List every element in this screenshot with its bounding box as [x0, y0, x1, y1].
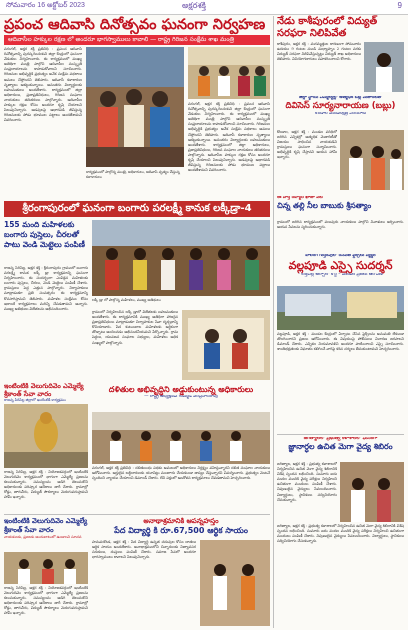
center-bottom-body: హనుమకొండ, అక్షర శక్తి : పేద విద్యార్థి ఉన్నత చదువుల కోసం దాతలు ఆర్థిక సాయం అందజేశారు. అనాథాశ్రమంలోని చిన్నారులకు నిత్యావసర సరుకులు, దుస్తులు పంపిణీ చేశారు. సమాజ సేవలో అందరూ భాగస్వాములు కావాలని పిలుపునిచ్చారు. [92, 540, 196, 560]
strip-headline: ఇంటింటికి వెలుగుదివెం ఎమ్మెల్యే శ్రీకాంత్ సేవా వారం [4, 382, 84, 398]
strip-block [4, 382, 88, 403]
center-caption: లక్కీ డ్రా లో పాల్గొన్న మహిళలు, ముఖ్య అతిథులు [92, 298, 161, 302]
bottom-left-photo [4, 552, 88, 584]
lead-caption: కార్యక్రమంలో పాల్గొన్న మంత్రి, అధికారులు, ఆదివాసీ నృత్యం చేస్తున్న కళాకారులు [86, 170, 180, 179]
right-mid2-headline: చిన్న తల్లి నీల బాబుకు శ్రీసత్యాం [277, 200, 372, 210]
right-top-block [277, 16, 404, 40]
story-left-body: రాజన్న సిరిసిల్ల, అక్షర శక్తి : శ్రీరంగాపురం గ్రామంలో బంగారు వరలక్ష్మి కానుక లక్కీ డ్రా కార్యక్రమాన్ని ఘనంగా నిర్వహించారు. ఈ సందర్భంగా ఎంపికైన మహిళలకు బంగారు పుస్తెలు, చీరలు, వెండి మెట్టెలు పంపిణీ చేశారు. గ్రామస్తులు పెద్ద ఎత్తున పాల్గొన్నారు. నిర్వాహకులు మాట్లాడుతూ ప్రతి సంవత్సరం ఈ కార్యక్రమాన్ని కొనసాగిస్తామని తెలిపారు. మహిళల సంక్షేమం కోసం ఇలాంటి కార్యక్రమాలు మరిన్ని చేపడతామని అన్నారు. ముఖ్య అతిథులు విజేతలను అభినందించారు. [4, 266, 88, 311]
statue-photo [4, 404, 88, 468]
column-rule [273, 16, 274, 628]
center-bottom-headline: అనాథాశ్రమానికి ఆపన్నహస్తం [143, 517, 219, 525]
right-mid-headline: దివిసెస్ సూర్యనారాయణ (బబ్లు) [285, 100, 396, 111]
lead-strap: ఆదివాసీల హక్కుల రక్షణ లో అందరూ భాగస్వాములు కావాలి — రాష్ట్ర గిరిజన సంక్షేమ శాఖ మంత్రి [4, 35, 270, 45]
center-mid-photo [92, 412, 270, 464]
lead-body: వరంగల్, అక్షర శక్తి ప్రతినిధి : ప్రపంచ ఆదివాసి దినోత్సవాన్ని పురస్కరించుకుని జిల్లా కేంద్రంలో ఘనంగా వేడుకలు నిర్వహించారు. ఈ కార్యక్రమంలో ముఖ్య అతిథిగా మంత్రి పాల్గొని ఆదివాసీల సంస్కృతి సంప్రదాయాలను కాపాడుకోవాలని సూచించారు. గిరిజనుల అభివృద్ధికి ప్రభుత్వం అనేక సంక్షేమ పథకాలు అమలు చేస్తోందని తెలిపారు. ఆదివాసీ కళాకారుల నృత్యాలు ఆకట్టుకున్నాయి. అనంతరం విద్యార్థులకు బహుమతులు అందజేశారు. కార్యక్రమంలో జిల్లా అధికారులు, ప్రజాప్రతినిధులు, గిరిజన సంఘాల నాయకులు తదితరులు పాల్గొన్నారు. ఆదివాసీల హక్కుల రక్షణ కోసం అందరూ కృషి చేయాలని పిలుపునిచ్చారు. అడవులపై ఆధారపడి జీవిస్తున్న గిరిజనులకు పోడు భూముల పట్టాలు అందజేశామని వివరించారు. [4, 47, 82, 123]
right-big-photo [277, 286, 404, 330]
center-mid-headline: దళితుల అభివృద్ధిని అడ్డుకుంటున్న అధికారులు [108, 385, 254, 394]
right-bottom-photo [340, 462, 404, 522]
right-top-body: కాశీపురం, అక్షర శక్తి : మరమ్మత్తుల కారణంగా సోమవారం ఉదయం 9 గంటల నుండి మధ్యాహ్నం 2 గంటల వరకు విద్యుత్ సరఫరా నిలిపివేస్తున్నట్లు విద్యుత్ శాఖ అధికారులు తెలిపారు. వినియోగదారులు సహకరించాలని కోరారు. [277, 42, 361, 62]
strip-body: రాజన్న సిరిసిల్ల, అక్షర శక్తి : నియోజకవర్గంలో ఇంటింటికి వెలుగుదివెం కార్యక్రమంలో భాగంగా ఎమ్మెల్యే ప్రజలను కలుసుకున్నారు. సమస్యలను అడిగి తెలుసుకొని అధికారులకు పరిష్కార ఆదేశాలు జారీ చేశారు. గ్రామాల్లో రోడ్లు, తాగునీరు, విద్యుత్ సౌకర్యాలు మెరుగుపరుస్తామని హామీ ఇచ్చారు. [4, 470, 88, 500]
lead-photo-2 [188, 47, 270, 99]
lead-headline: ప్రపంచ ఆదివాసి దినోత్సవం ఘనంగా నిర్వహణ [4, 17, 266, 33]
lead-story [4, 16, 270, 45]
paper-name: అక్షరశక్తి [182, 1, 206, 10]
page-number: 9 [397, 1, 402, 10]
bottom-left-body: రాజన్న సిరిసిల్ల, అక్షర శక్తి : నియోజకవర్గంలో ఇంటింటికి వెలుగుదివెం కార్యక్రమంలో భాగంగా ఎమ్మెల్యే ప్రజలను కలుసుకున్నారు. సమస్యలను అడిగి తెలుసుకొని అధికారులకు పరిష్కార ఆదేశాలు జారీ చేశారు. గ్రామాల్లో రోడ్లు, తాగునీరు, విద్యుత్ సౌకర్యాలు మెరుగుపరుస్తామని హామీ ఇచ్చారు. [4, 586, 88, 616]
right-mid-photo [340, 130, 404, 190]
right-mid-sub: కొండాల మండలిక్షేత్ర ఏరియాకు [314, 111, 367, 116]
center-photo [92, 220, 270, 296]
right-top-headline: నేడు కాశీపురంలో విద్యుత్ సరఫరా నిలిపివేత [277, 16, 378, 39]
story-left-headline: 155 మంది మహిళలకు బంగారు పుస్తెలు, చీరలతో పాటు వెండి మెట్టెలు పంపిణీ [4, 220, 85, 249]
lead-body-2: వరంగల్, అక్షర శక్తి ప్రతినిధి : ప్రపంచ ఆదివాసి దినోత్సవాన్ని పురస్కరించుకుని జిల్లా కేంద్రంలో ఘనంగా వేడుకలు నిర్వహించారు. ఈ కార్యక్రమంలో ముఖ్య అతిథిగా మంత్రి పాల్గొని ఆదివాసీల సంస్కృతి సంప్రదాయాలను కాపాడుకోవాలని సూచించారు. గిరిజనుల అభివృద్ధికి ప్రభుత్వం అనేక సంక్షేమ పథకాలు అమలు చేస్తోందని తెలిపారు. ఆదివాసీ కళాకారుల నృత్యాలు ఆకట్టుకున్నాయి. అనంతరం విద్యార్థులకు బహుమతులు అందజేశారు. కార్యక్రమంలో జిల్లా అధికారులు, ప్రజాప్రతినిధులు, గిరిజన సంఘాల నాయకులు తదితరులు పాల్గొన్నారు. ఆదివాసీల హక్కుల రక్షణ కోసం అందరూ కృషి చేయాలని పిలుపునిచ్చారు. అడవులపై ఆధారపడి జీవిస్తున్న గిరిజనులకు పోడు భూముల పట్టాలు అందజేశామని వివరించారు. [188, 102, 270, 173]
right-bottom-body: జగిత్యాల, అక్షర శక్తి : ప్రభుత్వ కళాశాలలో నిర్వహించిన ఉచిత మెగా వైద్య శిబిరానికి విశేష స్పందన లభించింది. సుమారు ఐదు వందల మందికి వైద్య పరీక్షలు నిర్వహించి ఉచితంగా మందులు పంపిణీ చేశారు. నిపుణులైన వైద్యులు సేవలందించారు. విద్యార్థులు, స్థానికులు సద్వినియోగం చేసుకున్నారు. [277, 462, 337, 502]
center-bottom-photo [200, 540, 270, 626]
right-mid2-body: గ్రామంలో జరిగిన కార్యక్రమంలో పలువురు నాయకులు పాల్గొని నివాళులు అర్పించారు. ఆయన సేవలను స్మరించుకున్నారు. [277, 220, 404, 230]
strip-sub: రాజన్న సిరిసిల్ల జిల్లాలో ఇంటింటికి కార్యక్రమం [4, 398, 66, 402]
banner-headline: శ్రీరంగాపురంలో ఘనంగా బంగారు పరలక్ష్మీ కానుక లక్కీడ్రా-4 [4, 201, 270, 217]
right-big-block [277, 254, 404, 277]
right-bottom-body-2: జగిత్యాల, అక్షర శక్తి : ప్రభుత్వ కళాశాలలో నిర్వహించిన ఉచిత మెగా వైద్య శిబిరానికి విశేష స్పందన లభించింది. సుమారు ఐదు వందల మందికి వైద్య పరీక్షలు నిర్వహించి ఉచితంగా మందులు పంపిణీ చేశారు. నిపుణులైన వైద్యులు సేవలందించారు. విద్యార్థులు, స్థానికులు సద్వినియోగం చేసుకున్నారు. [277, 524, 404, 544]
bottom-left-sub: నాయకులకు, ప్రజలకు అందుబాటులో ఉండాలని సూచన [4, 535, 82, 539]
right-bottom-headline: జ్ఞానార్ధల ఉచిత మెగా వైద్య శిబిరం [288, 441, 393, 451]
right-mid2-kicker: ఈ వార్త రిపోర్టర్ ఖాజా పేట [277, 196, 323, 200]
page-header [0, 0, 408, 15]
issue-date: సోమవారం 16 అక్టోబర్ 2023 [6, 2, 85, 9]
lead-photo-1 [86, 47, 184, 167]
right-big-kicker: పోలింగ్ గుర్తింపులో రసవత్ ఫ్లెక్సీలు వ్యర్థం [305, 254, 376, 258]
right-big-body: వల్లపూడి, అక్షర శక్తి : మండల కేంద్రంలో ఏర్పాటు చేసిన ఫ్లెక్సీలను అనుమతి లేకుండా తొలగించారని ప్రజలు ఆరోపించారు. ఈ విషయంపై పోలీసులు విచారణ జరపాలని డిమాండ్ చేశారు. ఎన్నికల నియమావళిని అందరూ పాటించాలని ఎస్సై సూచించారు. శాంతిభద్రతలకు విఘాతం కలిగించే వారిపై కఠిన చర్యలు తీసుకుంటామని హెచ్చరించారు. [277, 332, 404, 352]
right-top-photo [364, 42, 404, 92]
center-body-1: గ్రామంలో నిర్వహించిన లక్కీ డ్రాలో విజేతలకు బహుమతులు అందజేశారు. ఈ కార్యక్రమానికి ముఖ్య అతిథిగా హాజరైన ప్రజాప్రతినిధులు మాట్లాడుతూ నిర్వాహకుల సేవా దృక్పథాన్ని కొనియాడారు. పేద కుటుంబాల మహిళలకు ఆర్థికంగా తోడ్పాటు అందించడం అభినందనీయమని పేర్కొన్నారు. గ్రామ పెద్దలు, యువజన సంఘాల సభ్యులు, మహిళలు అధిక సంఖ్యలో పాల్గొన్నారు. [92, 310, 178, 345]
right-mid-body: కొండాల, అక్షర శక్తి : మండల పరిధిలో జరిగిన ఎన్నికల్లో అత్యధిక మెజారిటీతో విజయం సాధించిన నాయకుడిని గ్రామస్తులు ఘనంగా సన్మానించారు. అభివృద్ధికి కృషి చేస్తానని ఆయన హామీ ఇచ్చారు. [277, 130, 337, 160]
center-photo-2 [182, 310, 270, 380]
right-big-sub: - కొత్తపల్లి ఆర్చాలో కోర్ట్ – మండల ప్రజలు ఆరోపణ [298, 272, 383, 277]
right-mid2-block [277, 196, 404, 211]
center-mid-block [92, 384, 270, 400]
right-bottom-kicker: జగిత్యాలలో ప్రభుత్వ కళాశాలలో ఘనంగా [303, 437, 378, 441]
center-mid-sub: — రాష్ట్ర అధ్యక్షుడు గుమ్మడి వరప్రసాదరావు [144, 395, 218, 399]
center-bottom-sub: పేద విద్యార్థి కి రూ.67,500 ఆర్థిక సాయం [114, 526, 248, 535]
bottom-left-block [4, 517, 88, 540]
right-bottom-block [277, 437, 404, 452]
right-divider [277, 434, 404, 435]
center-mid-body: వరంగల్, అక్షర శక్తి ప్రతినిధి : దళితబంధు పథకం అమలులో అధికారులు నిర్లక్ష్యం వహిస్తున్నారని దళిత సంఘాల నాయకులు ఆరోపించారు. అర్హులైన లబ్ధిదారులకు యూనిట్లు మంజూరు చేయకుండా జాప్యం చేస్తున్నారని విమర్శించారు. ప్రభుత్వం వెంటనే స్పందించి న్యాయం చేయాలని డిమాండ్ చేశారు. లేని పక్షంలో ఆందోళన కార్యక్రమాలు చేపడతామని హెచ్చరించారు. [92, 466, 270, 481]
divider [4, 514, 270, 515]
right-mid-kicker: జిల్లా స్థాయి ఎమ్మెల్యేల్లో అత్యధిక ఓట్ల మెజారిటీతో [299, 96, 382, 100]
center-bottom-block [92, 517, 270, 536]
bottom-left-headline: ఇంటింటికి వెలుగుదివెం ఎమ్మెల్యే శ్రీకాంత్ సేవా వారం [4, 517, 88, 534]
right-mid-block [277, 96, 404, 116]
right-big-headline: వల్లపూడి ఎస్సై సుదర్శన్ [288, 258, 393, 272]
